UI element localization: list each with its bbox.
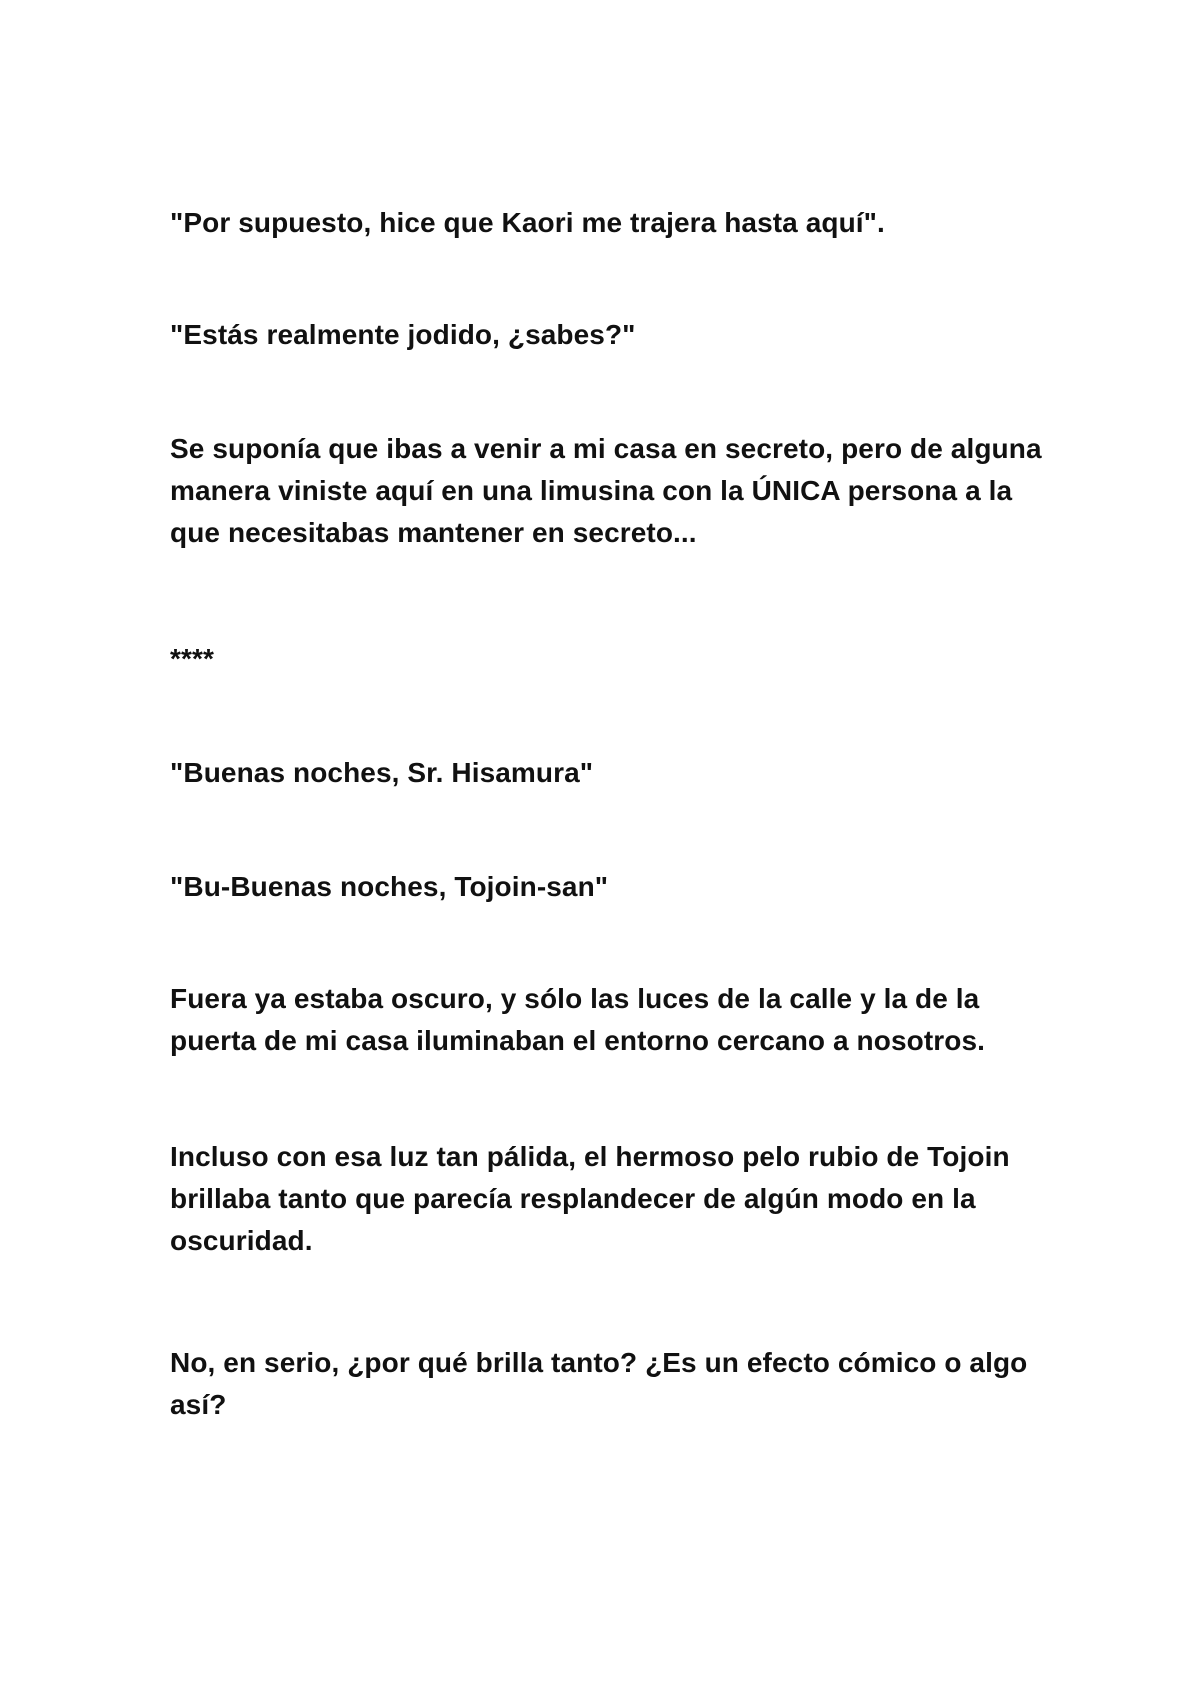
text-line: oscuridad. [170,1225,313,1256]
paragraph-1 [170,202,1050,244]
text-line: así? [170,1389,227,1420]
paragraph-8 [170,1342,1050,1426]
text-line: "Bu-Buenas noches, Tojoin-san" [170,871,609,902]
section-separator [170,638,1050,680]
text-line: **** [170,643,214,674]
text-line: Incluso con esa luz tan pálida, el hermoso pelo rubio de Tojoin [170,1141,1010,1172]
text-line: No, en serio, ¿por qué brilla tanto? ¿Es un efecto cómico o algo [170,1347,1028,1378]
text-line: puerta de mi casa iluminaban el entorno cercano a nosotros. [170,1025,986,1056]
text-line: "Buenas noches, Sr. Hisamura" [170,757,594,788]
text-line: Se suponía que ibas a venir a mi casa en secreto, pero de alguna [170,433,1042,464]
text-line: "Por supuesto, hice que Kaori me trajera hasta aquí". [170,207,885,238]
paragraph-2 [170,314,1050,356]
paragraph-7 [170,1136,1050,1262]
paragraph-6 [170,978,1050,1062]
text-line: que necesitabas mantener en secreto... [170,517,697,548]
text-line: brillaba tanto que parecía resplandecer de algún modo en la [170,1183,976,1214]
text-line: Fuera ya estaba oscuro, y sólo las luces de la calle y la de la [170,983,980,1014]
text-line: "Estás realmente jodido, ¿sabes?" [170,319,636,350]
paragraph-5 [170,866,1050,908]
paragraph-3 [170,428,1050,554]
paragraph-4 [170,752,1050,794]
text-line: manera viniste aquí en una limusina con la ÚNICA persona a la [170,475,1013,506]
